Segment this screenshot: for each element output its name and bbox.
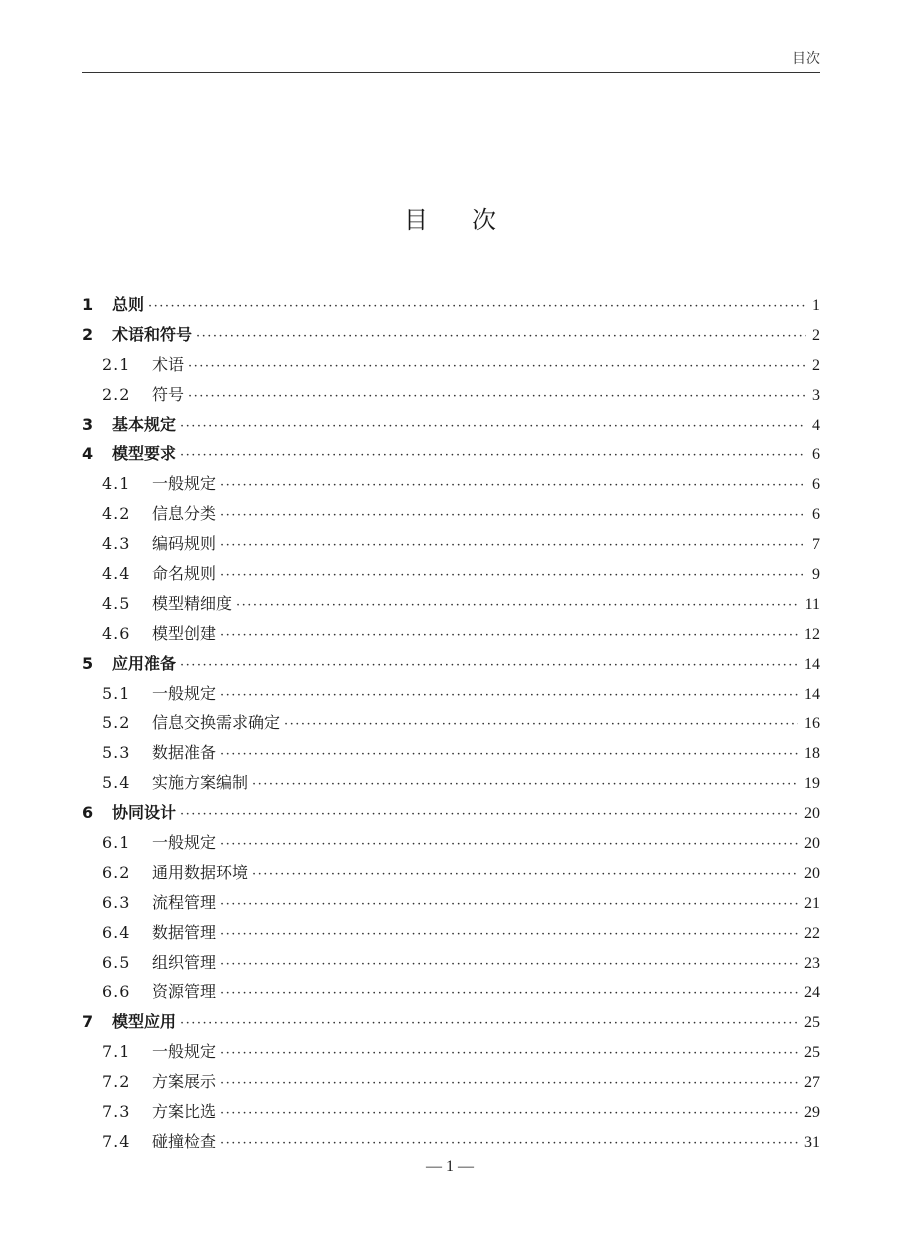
toc-entry-number: 7.2 [102,1072,131,1092]
toc-entry-number: 4.2 [102,504,131,524]
toc-entry[interactable] [82,708,820,738]
toc-entry[interactable] [82,320,820,350]
toc-entry-page: 11 [804,595,820,613]
toc-entry-number: 7 [82,1012,94,1032]
toc-entry-page: 25 [804,1044,820,1062]
toc-entry-page: 24 [804,984,820,1002]
toc-entry-label: 实施方案编制 [152,773,249,793]
toc-dot-leader [220,1039,798,1069]
toc-entry-number: 4.5 [102,593,131,613]
toc-dot-leader [220,561,806,591]
toc-dot-leader [220,920,798,950]
toc-entry-label: 流程管理 [152,892,217,912]
toc-entry-number: 5.2 [102,713,131,733]
toc-entry[interactable] [82,649,820,679]
toc-dot-leader [148,292,806,322]
running-header-title: 目次 [792,51,820,67]
toc-dot-leader [180,412,806,442]
toc-dot-leader [220,621,798,651]
toc-entry-page: 29 [804,1104,820,1122]
toc-dot-leader [220,681,798,711]
toc-entry-number: 4.6 [102,623,131,643]
toc-entry-page: 1 [812,297,820,314]
toc-entry-number: 2 [82,324,94,344]
toc-entry-page: 6 [812,506,820,524]
toc-entry-page: 20 [804,835,820,853]
toc-entry-label: 协同设计 [112,803,177,823]
table-of-contents [82,290,820,1157]
toc-entry[interactable] [82,439,820,469]
toc-entry-number: 7.4 [102,1131,131,1151]
toc-entry-page: 14 [804,655,820,673]
toc-entry[interactable] [82,350,820,380]
toc-entry-label: 总则 [112,295,145,314]
toc-entry[interactable] [82,1127,820,1157]
toc-entry-number: 2.2 [102,384,131,404]
toc-dot-leader [220,890,798,920]
toc-entry-label: 术语 [152,354,185,374]
toc-dot-leader [180,441,806,471]
toc-entry[interactable] [82,918,820,948]
toc-entry-label: 方案展示 [152,1072,217,1092]
toc-entry[interactable] [82,559,820,589]
toc-entry-label: 资源管理 [152,982,217,1002]
toc-entry[interactable] [82,1037,820,1067]
toc-entry[interactable] [82,977,820,1007]
toc-entry-label: 基本规定 [112,414,177,434]
toc-dot-leader [220,950,798,980]
toc-entry-page: 27 [804,1074,820,1092]
header-rule [82,72,820,73]
toc-entry-number: 7.1 [102,1042,131,1062]
toc-entry-label: 信息交换需求确定 [152,713,281,733]
toc-entry[interactable] [82,858,820,888]
toc-entry-label: 一般规定 [152,1042,217,1062]
toc-entry-page: 31 [804,1133,820,1151]
toc-entry-label: 模型应用 [112,1012,177,1032]
toc-entry-label: 命名规则 [152,564,217,584]
toc-entry-page: 19 [804,775,820,793]
toc-entry[interactable] [82,888,820,918]
toc-entry-number: 6 [82,803,94,823]
toc-entry-page: 6 [812,476,820,494]
toc-entry-label: 组织管理 [152,952,217,972]
toc-entry-label: 模型创建 [152,623,217,643]
toc-dot-leader [180,800,798,830]
toc-dot-leader [188,352,806,382]
toc-entry-number: 4.1 [102,474,131,494]
toc-entry-label: 通用数据环境 [152,862,249,882]
toc-entry[interactable] [82,738,820,768]
toc-dot-leader [180,1009,798,1039]
toc-entry[interactable] [82,529,820,559]
toc-entry-page: 12 [804,625,820,643]
toc-entry-page: 6 [812,446,820,464]
toc-entry-page: 9 [812,566,820,584]
toc-entry-number: 3 [82,414,94,434]
toc-entry-page: 16 [804,715,820,733]
toc-entry-label: 模型要求 [112,444,177,464]
toc-entry-label: 应用准备 [112,653,177,673]
toc-entry[interactable] [82,828,820,858]
toc-entry[interactable] [82,768,820,798]
toc-entry-label: 数据管理 [152,922,217,942]
toc-dot-leader [220,830,798,860]
toc-entry-label: 编码规则 [152,534,217,554]
toc-dot-leader [284,710,798,740]
toc-entry[interactable] [82,798,820,828]
toc-entry-number: 6.2 [102,862,131,882]
page-number: — 1 — [426,1158,474,1175]
toc-entry[interactable] [82,380,820,410]
toc-entry[interactable] [82,410,820,440]
toc-entry-label: 一般规定 [152,474,217,494]
toc-entry-page: 20 [804,864,820,882]
toc-dot-leader [188,382,806,412]
toc-entry-number: 5.1 [102,683,131,703]
toc-entry-page: 21 [804,894,820,912]
toc-dot-leader [236,591,799,621]
toc-entry-page: 25 [804,1014,820,1032]
toc-entry-label: 一般规定 [152,683,217,703]
toc-entry-label: 数据准备 [152,743,217,763]
toc-entry-page: 14 [804,685,820,703]
toc-entry-number: 4 [82,444,94,464]
toc-entry-number: 6.3 [102,892,131,912]
toc-entry-page: 20 [804,805,820,823]
toc-dot-leader [220,1129,798,1159]
toc-dot-leader [220,501,806,531]
toc-entry-number: 2.1 [102,354,131,374]
toc-entry-number: 5.4 [102,773,131,793]
toc-entry-page: 22 [804,924,820,942]
toc-dot-leader [220,531,806,561]
toc-entry-page: 3 [812,386,820,404]
toc-entry-label: 术语和符号 [112,324,193,344]
toc-entry[interactable] [82,619,820,649]
toc-entry-page: 23 [804,954,820,972]
toc-entry[interactable] [82,679,820,709]
toc-entry-number: 1 [82,295,94,314]
toc-dot-leader [220,471,806,501]
toc-entry-label: 信息分类 [152,504,217,524]
toc-entry-label: 模型精细度 [152,593,233,613]
toc-entry-label: 符号 [152,384,185,404]
toc-dot-leader [180,651,798,681]
toc-entry-label: 一般规定 [152,833,217,853]
toc-entry[interactable] [82,469,820,499]
toc-entry-page: 2 [812,356,820,374]
toc-entry-label: 方案比选 [152,1102,217,1122]
toc-dot-leader [252,860,798,890]
toc-dot-leader [220,740,798,770]
toc-entry-page: 7 [812,536,820,554]
toc-entry-page: 18 [804,745,820,763]
toc-entry[interactable] [82,290,820,320]
toc-entry-number: 6.1 [102,833,131,853]
toc-dot-leader [196,322,806,352]
toc-entry-number: 6.5 [102,952,131,972]
toc-entry-number: 4.4 [102,564,131,584]
toc-entry-number: 6.4 [102,922,131,942]
toc-entry-number: 5 [82,653,94,673]
toc-entry[interactable] [82,589,820,619]
toc-entry[interactable] [82,1067,820,1097]
toc-entry-number: 4.3 [102,534,131,554]
toc-entry-page: 4 [812,416,820,434]
toc-entry[interactable] [82,499,820,529]
toc-dot-leader [220,979,798,1009]
page-title: 目次 [404,206,540,234]
toc-entry-page: 2 [812,326,820,344]
toc-entry[interactable] [82,1007,820,1037]
toc-dot-leader [252,770,798,800]
toc-dot-leader [220,1069,798,1099]
toc-entry[interactable] [82,948,820,978]
toc-entry-label: 碰撞检查 [152,1131,217,1151]
toc-entry-number: 7.3 [102,1102,131,1122]
toc-dot-leader [220,1099,798,1129]
toc-entry[interactable] [82,1097,820,1127]
toc-entry-number: 5.3 [102,743,131,763]
toc-entry-number: 6.6 [102,982,131,1002]
